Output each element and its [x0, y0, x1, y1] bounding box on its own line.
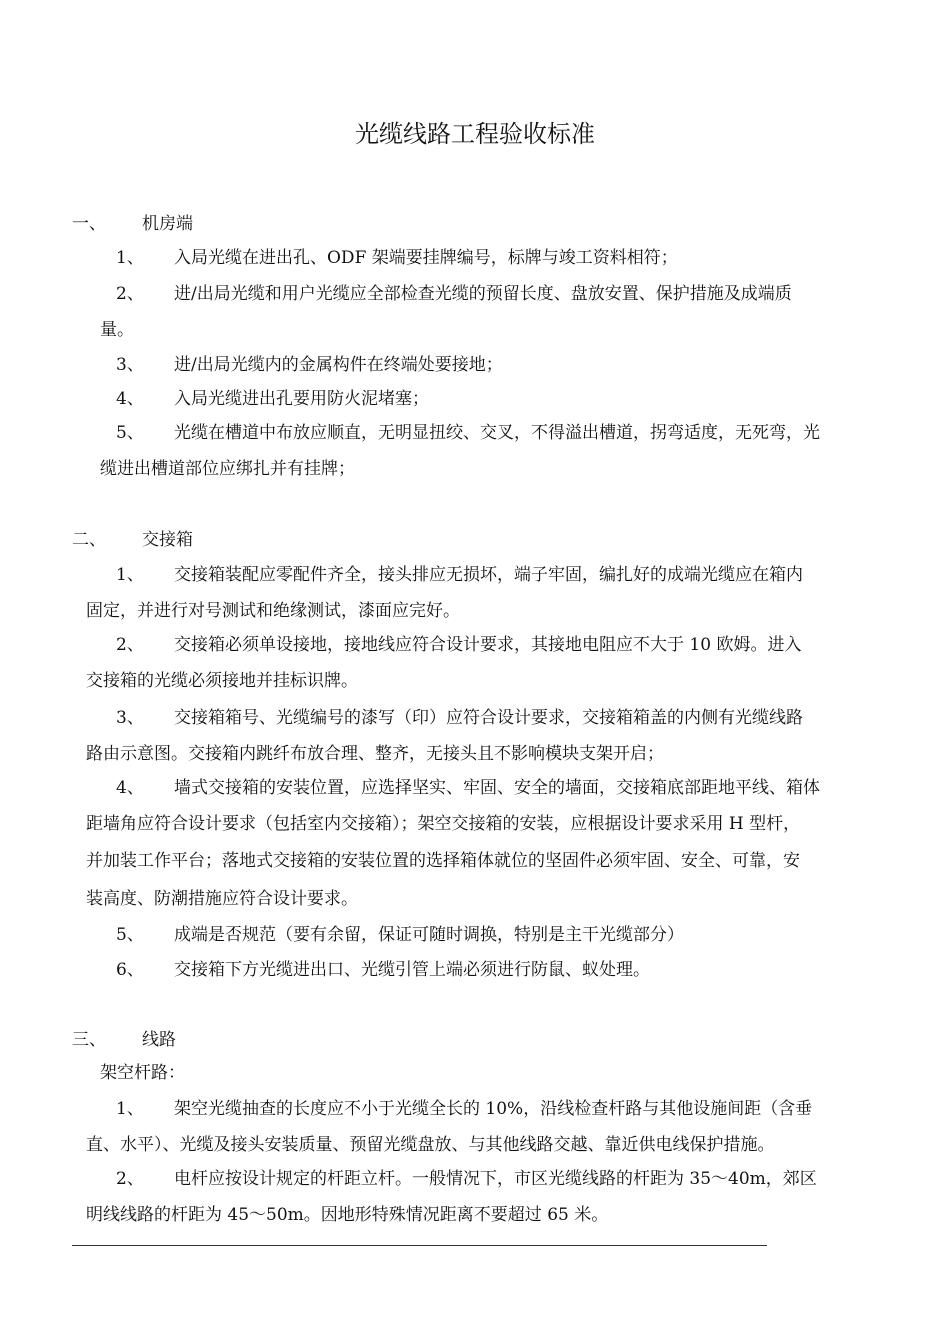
item-continuation: 并加装工作平台；落地式交接箱的安装位置的选择箱体就位的坚固件必须牢固、安全、可靠，安 [86, 851, 800, 871]
footer-divider [72, 1245, 767, 1246]
item-number: 5、 [116, 423, 144, 443]
item-text: 墙式交接箱的安装位置，应选择坚实、牢固、安全的墙面，交接箱底部距地平线、箱体 [174, 778, 820, 798]
item-continuation: 距墙角应符合设计要求（包括室内交接箱）；架空交接箱的安装，应根据设计要求采用 H 型杆， [86, 814, 801, 834]
item-number: 1、 [116, 248, 144, 268]
item-text: 交接箱装配应零配件齐全，接头排应无损坏，端子牢固，编扎好的成端光缆应在箱内 [174, 565, 803, 585]
item-number: 3、 [116, 708, 144, 728]
section-number: 三、 [72, 1030, 106, 1050]
item-continuation: 固定，并进行对号测试和绝缘测试，漆面应完好。 [86, 601, 460, 621]
item-continuation: 路由示意图。交接箱内跳纤布放合理、整齐，无接头且不影响模块支架开启； [86, 744, 664, 764]
item-number: 5、 [116, 925, 144, 945]
item-number: 6、 [116, 960, 144, 980]
item-text: 交接箱下方光缆进出口、光缆引管上端必须进行防鼠、蚁处理。 [174, 960, 650, 980]
section-number: 二、 [72, 530, 106, 550]
item-number: 4、 [116, 389, 144, 409]
item-continuation: 明线线路的杆距为 45～50m。因地形特殊情况距离不要超过 65 米。 [86, 1205, 609, 1225]
item-text: 入局光缆进出孔要用防火泥堵塞； [174, 389, 429, 409]
item-text: 进/出局光缆和用户光缆应全部检查光缆的预留长度、盘放安置、保护措施及成端质 [174, 284, 792, 304]
section-title: 机房端 [142, 214, 193, 234]
item-text: 光缆在槽道中布放应顺直，无明显扭绞、交叉，不得溢出槽道，拐弯适度，无死弯，光 [174, 423, 820, 443]
section-title: 线路 [142, 1030, 176, 1050]
section-number: 一、 [72, 214, 106, 234]
item-text: 电杆应按设计规定的杆距立杆。一般情况下，市区光缆线路的杆距为 35～40m，郊区 [174, 1169, 817, 1189]
item-number: 3、 [116, 355, 144, 375]
item-text: 交接箱箱号、光缆编号的漆写（印）应符合设计要求，交接箱箱盖的内侧有光缆线路 [174, 708, 803, 728]
item-text: 交接箱必须单设接地，接地线应符合设计要求，其接地电阻应不大于 10 欧姆。进入 [174, 635, 802, 655]
item-text: 进/出局光缆内的金属构件在终端处要接地； [174, 355, 503, 375]
item-text: 入局光缆在进出孔、ODF 架端要挂牌编号，标牌与竣工资料相符； [174, 248, 678, 268]
item-number: 2、 [116, 1169, 144, 1189]
item-number: 1、 [116, 1099, 144, 1119]
item-continuation: 直、水平）、光缆及接头安装质量、预留光缆盘放、与其他线路交越、靠近供电线保护措施。 [86, 1135, 775, 1155]
item-text: 架空光缆抽查的长度应不小于光缆全长的 10%，沿线检查杆路与其他设施间距（含垂 [174, 1099, 813, 1119]
section-title: 交接箱 [142, 530, 193, 550]
item-continuation: 量。 [100, 320, 134, 340]
item-number: 1、 [116, 565, 144, 585]
item-continuation: 缆进出槽道部位应绑扎并有挂牌； [100, 459, 355, 479]
item-text: 成端是否规范（要有余留，保证可随时调换，特别是主干光缆部分） [174, 925, 684, 945]
item-number: 2、 [116, 635, 144, 655]
document-title: 光缆线路工程验收标准 [355, 120, 595, 148]
item-number: 4、 [116, 778, 144, 798]
item-number: 2、 [116, 284, 144, 304]
item-continuation: 装高度、防潮措施应符合设计要求。 [86, 889, 358, 909]
subsection-title: 架空杆路： [100, 1063, 185, 1083]
item-continuation: 交接箱的光缆必须接地并挂标识牌。 [86, 671, 358, 691]
